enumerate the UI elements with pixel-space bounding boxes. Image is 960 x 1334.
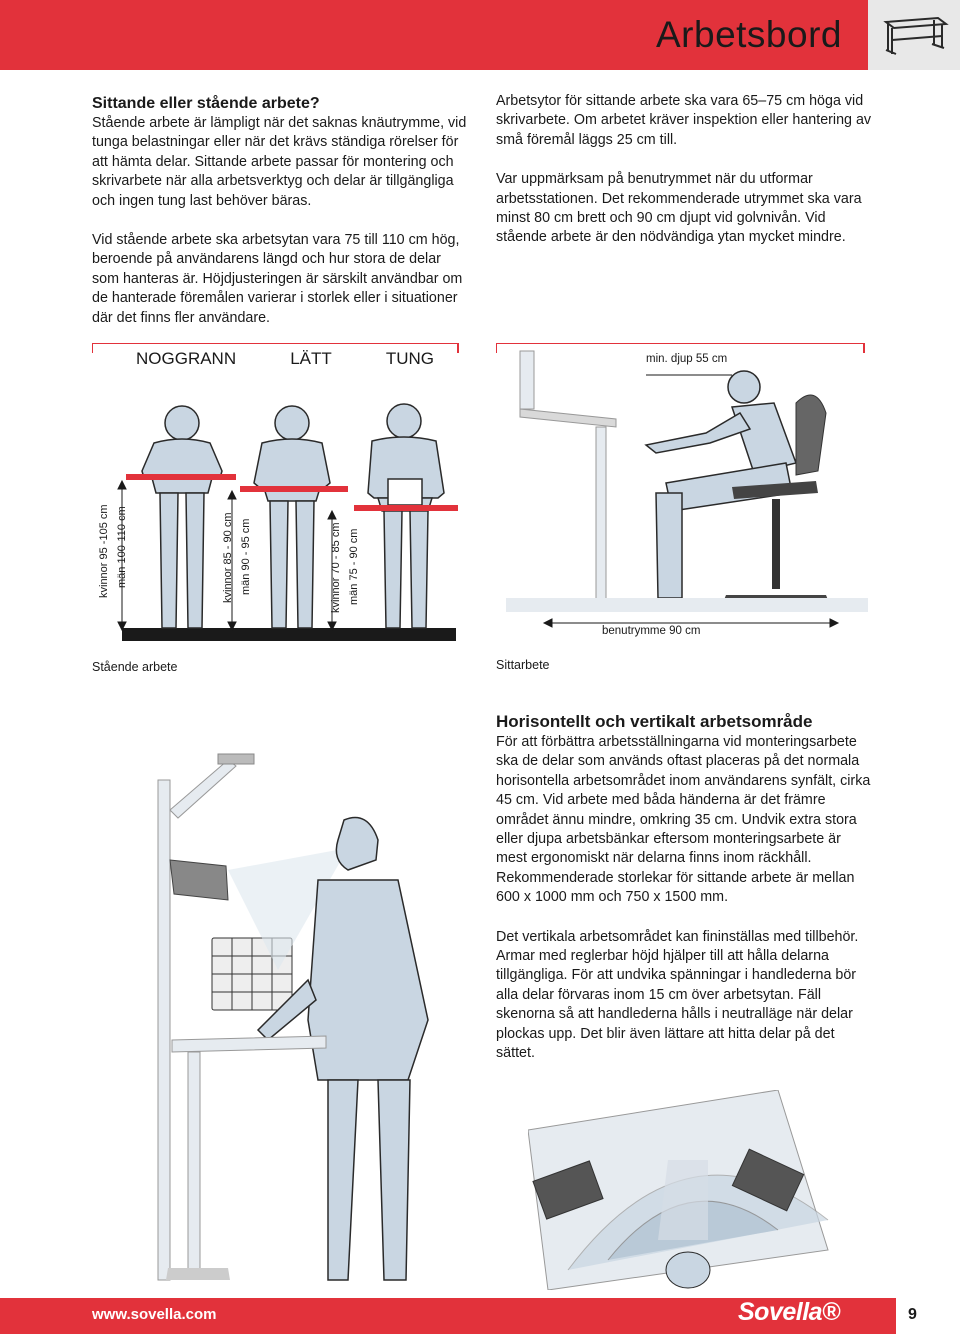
sitting-paragraph: Arbetsytor för sittande arbete ska vara 65–75 cm höga vid skrivarbete. Om arbetet kräver inspektion eller hantering av små föremål läggs 25 cm till. — [496, 93, 872, 148]
measure-women-1: kvinnor 95 -105 cm — [98, 504, 110, 598]
sovella-logo: Sovella® — [738, 1298, 840, 1326]
standing-paragraph: Vid stående arbete ska arbetsytan vara 75 till 110 cm hög, beroende på användarens längd och hur stora de delar som hanteras är. Höjdjusteringen är särskilt användbar om de hanterade föremålen varierar i storlek eller i situationer där det finns fler användare. — [92, 232, 463, 326]
work-area-paragraph2: Det vertikala arbetsområdet kan fininställas med tillbehör. Armar med reglerbar höjd hjälper till att hålla delarna tillgängliga. För att undvika spänningar i handlederna bör alla delar förvaras inom 15 cm över arbetsytan. Fäll skenorna så att handlederna hålls i neutralläge när delar plockas upp. Det blir även lättare att hitta delar på det sättet. — [496, 928, 859, 1062]
measure-men-3: män 75 - 90 cm — [348, 528, 360, 605]
horizontal-work-area-figure — [528, 1090, 858, 1290]
measure-men-2: män 90 - 95 cm — [240, 518, 252, 595]
footer-page-box — [896, 1298, 960, 1334]
work-area-heading: Horisontellt och vertikalt arbetsområde — [496, 712, 813, 731]
vertical-work-area-figure — [148, 720, 468, 1290]
section-heading: Sittande eller stående arbete? — [92, 95, 320, 112]
header-icon-box — [868, 0, 960, 70]
measure-women-2: kvinnor 85 - 90 cm — [222, 512, 234, 603]
sitting-caption: Sittarbete — [496, 658, 550, 672]
page-number: 9 — [908, 1306, 917, 1323]
sitting-work-figure — [496, 343, 868, 643]
depth-label: min. djup 55 cm — [646, 353, 728, 365]
measure-men-1: män 100-110 cm — [116, 506, 128, 588]
measure-women-3: kvinnor 70 - 85 cm — [330, 522, 342, 613]
footer-url[interactable]: www.sovella.com — [92, 1306, 217, 1323]
label-noggrann: NOGGRANN — [136, 349, 237, 368]
legroom-label: benutrymme 90 cm — [602, 625, 701, 637]
workbench-icon — [868, 0, 960, 70]
intro-paragraph: Stående arbete är lämpligt när det saknas knäutrymme, vid tunga belastningar eller när det krävs ständiga rörelser för att hämta delar. Sittande arbete passar för montering och skrivarbete när alla arbetsverktyg och delar är tillgängliga och ingen tung last behöver bäras. — [92, 115, 467, 209]
legroom-paragraph: Var uppmärksam på benutrymmet när du utformar arbetsstationen. Det rekommenderade utrymmet ska vara minst 80 cm brett och 90 cm djupt vid golvnivån. Vid stående arbete är den nödvändiga ytan mycket mindre. — [496, 171, 862, 246]
standing-caption: Stående arbete — [92, 660, 178, 674]
work-area-paragraph1: För att förbättra arbetsställningarna vid monteringsarbete ska de delar som används oftast placeras på det normala horisontella arbetsområdet inom användarens synfält, cirka 45 cm. Vid arbete med båda händerna är det främre området ännu mindre, omkring 35 cm. Undvik extra stora eller djupa arbetsbänkar eftersom monteringsarbete är mest ergonomiskt när delarna finns inom räckhåll. Rekommenderade storlekar för sittande arbete är mellan 600 x 1000 mm och 750 x 1500 mm. — [496, 734, 871, 906]
page-title: Arbetsbord — [656, 14, 842, 55]
standing-work-figure — [92, 343, 467, 643]
label-tung: TUNG — [385, 349, 434, 368]
label-latt: LÄTT — [290, 349, 332, 368]
